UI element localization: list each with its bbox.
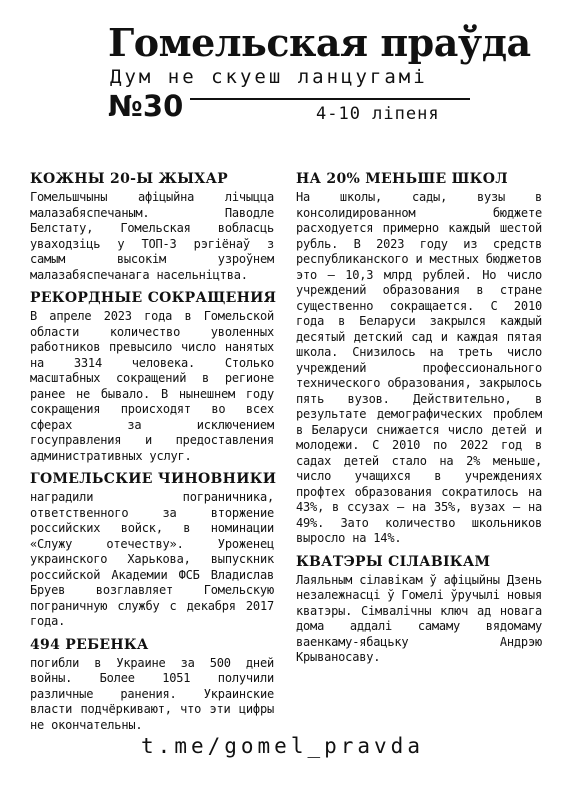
article-heading: КВАТЭРЫ СІЛАВІКАМ	[296, 553, 491, 570]
article-text: В апреле 2023 года в Гомельской области количество уволенных работников превысило число нанятых на 3314 человека. Столько масштабных сокращений в регионе ранее не бывало. В нынешнем году сокращения происходят во всех сферах за исключением госуправления и предоставления административных услуг.	[30, 309, 274, 463]
article-heading: КОЖНЫ 20-Ы ЖЫХАР	[30, 171, 228, 187]
article-officials	[30, 470, 277, 630]
article-schools	[296, 170, 542, 547]
article-heading: НА 20% МЕНЬШЕ ШКОЛ	[296, 171, 508, 187]
left-column	[30, 170, 277, 739]
article-poverty	[30, 170, 274, 283]
newspaper-slogan: Дум не скуеш ланцугамі	[110, 66, 428, 88]
masthead-divider	[190, 98, 470, 100]
article-apartments	[296, 553, 542, 666]
article-text: наградили пограничника, ответственного за вторжение российских войск, в номинации «Служу отечеству». Уроженец украинского Харькова, выпускник российской Академии ФСБ Владислав Бруев возглавляет Гомельскую пограничную службу с декабря 2017 года.	[30, 490, 274, 628]
article-children	[30, 636, 274, 734]
masthead	[0, 0, 565, 130]
article-text: Гомельшчыны афіцыйна лічыцца малазабяспечаным. Паводле Белстату, Гомельская вобласць уваходзіць у ТОП-3 рэгіёнаў з самым высокім узроўнем малазабяспечанага насельніцтва.	[30, 190, 274, 282]
issue-dates: 4-10 ліпеня	[316, 104, 440, 124]
issue-number: №30	[108, 89, 184, 123]
channel-link[interactable]: t.me/gomel_pravda	[141, 734, 424, 758]
article-layoffs	[30, 289, 277, 464]
article-text: Лаяльным сілавікам ў афіцыйны Дзень незалежнасці ў Гомелі ўручылі новыя кватэры. Сімвалічны ключ ад новага дома аддалі самаму вядомаму ваенкаму-ябацьку Андрэю Крываносаву.	[296, 572, 542, 664]
article-heading: РЕКОРДНЫЕ СОКРАЩЕНИЯ	[30, 290, 277, 306]
newspaper-title: Гомельская праўда	[108, 20, 531, 65]
article-text: На школы, сады, вузы в консолидированном бюджете расходуется примерно каждый шестой рубль. В 2023 году из средств республиканского и местных бюджетов это — 10,3 млрд рублей. Но число учреждений образования в стране существенно сокращается. С 2010 года в Беларуси закрылся каждый десятый детский сад и каждая пятая школа. Снизилось на треть число учреждений профессионального технического образования, закрылось пять вузов. Действительно, в результате демографических проблем в Беларуси снижается число детей и молодежи. С 2010 по 2022 год в садах детей стало на 2% меньше, число учащихся в учреждениях профтех образования сократилось на 43%, в ссузах — на 35%, вузах — на 49%. Зато количество школьников выросло на 14%.	[296, 190, 542, 545]
right-column	[296, 170, 542, 672]
article-heading: 494 РЕБЕНКА	[30, 636, 149, 653]
article-text: погибли в Украине за 500 дней войны. Более 1051 получили различные ранения. Украинские власти подчёркивают, что эти цифры не окончательны.	[30, 655, 274, 732]
article-heading: ГОМЕЛЬСКИЕ ЧИНОВНИКИ	[30, 471, 277, 487]
